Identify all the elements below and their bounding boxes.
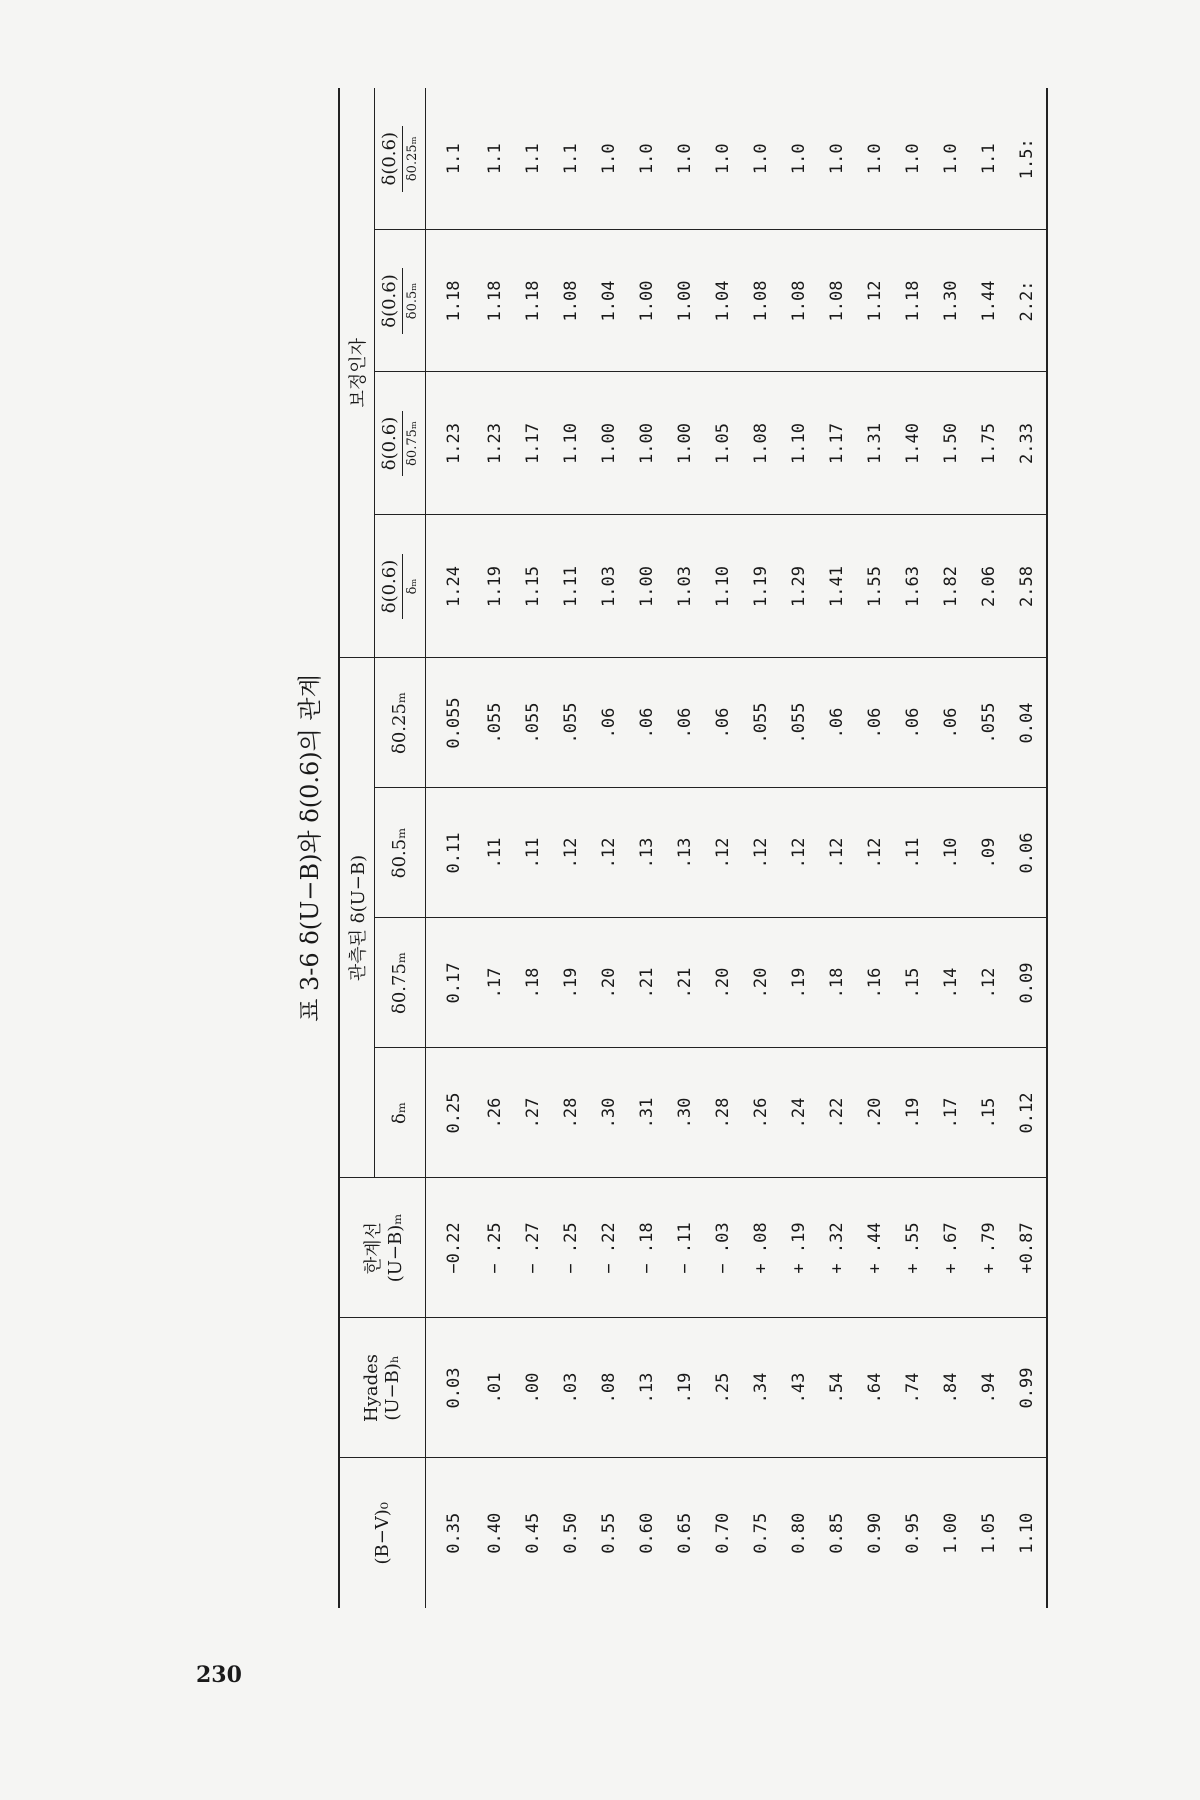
table-cell: + .67 (932, 1178, 970, 1318)
table-cell: .11 (894, 788, 932, 918)
table-cell: + .19 (780, 1178, 818, 1318)
table-cell: 1.75 (970, 372, 1008, 515)
header-observed-group: 관측된 δ(U−B) (339, 658, 375, 1178)
table-cell: .01 (476, 1318, 514, 1458)
table-cell: 0.35 (443, 1512, 464, 1554)
table-cell: 1.10 (552, 372, 590, 515)
header-correction-group: 보정인자 (339, 88, 375, 658)
table-cell: .34 (742, 1318, 780, 1458)
table-cell: 1.0 (704, 88, 742, 230)
table-row (425, 88, 476, 1608)
table-cell: 1.04 (590, 230, 628, 372)
table-cell: .13 (666, 788, 704, 918)
table-cell: 1.19 (742, 515, 780, 658)
rotated-table-container (290, 88, 1037, 1608)
table-cell: 1.24 (425, 515, 476, 658)
table-cell: − .25 (552, 1178, 590, 1318)
header-limit-name: 한계선 (362, 1221, 384, 1275)
table-cell: 1.63 (894, 515, 932, 658)
header-obs-col-3: δ0.5ₘ (375, 788, 426, 918)
table-cell: .21 (628, 918, 666, 1048)
table-cell: 0.04 (1008, 658, 1047, 788)
header-limit-sub: (U−B)ₘ (384, 1213, 406, 1283)
table-cell: .06 (590, 658, 628, 788)
table-cell: .03 (552, 1318, 590, 1458)
table-cell: 0.45 (522, 1512, 543, 1554)
header-limit (339, 1178, 425, 1318)
table-cell: −0.22 (425, 1178, 476, 1318)
table-cell: .06 (932, 658, 970, 788)
header-corr-col-2 (375, 372, 426, 515)
table-cell: + .44 (856, 1178, 894, 1318)
table-row (552, 88, 590, 1608)
table-cell: 0.95 (902, 1512, 923, 1554)
table-cell: .15 (894, 918, 932, 1048)
table-cell: .27 (514, 1048, 552, 1178)
table-cell: .19 (552, 918, 590, 1048)
table-cell: .84 (932, 1318, 970, 1458)
table-cell: .11 (476, 788, 514, 918)
header-corr-denominator: δₘ (404, 578, 420, 595)
table-cell: .11 (514, 788, 552, 918)
table-cell: 1.08 (742, 372, 780, 515)
table-cell: − .03 (704, 1178, 742, 1318)
table-cell: + .55 (894, 1178, 932, 1318)
data-table (338, 88, 1048, 1608)
table-cell: 1.11 (552, 515, 590, 658)
table-cell: .20 (704, 918, 742, 1048)
table-cell: − .18 (628, 1178, 666, 1318)
table-cell: 0.90 (864, 1512, 885, 1554)
table-cell: +0.87 (1008, 1178, 1047, 1318)
table-cell: 1.23 (476, 372, 514, 515)
table-cell: − .27 (514, 1178, 552, 1318)
table-cell: .055 (552, 658, 590, 788)
table-row (932, 88, 970, 1608)
header-corr-col-1 (375, 515, 426, 658)
table-row (476, 88, 514, 1608)
header-corr-numerator: δ(0.6) (379, 411, 403, 477)
table-cell: .13 (628, 788, 666, 918)
table-cell: 1.03 (666, 515, 704, 658)
table-cell: 1.29 (780, 515, 818, 658)
table-cell: 1.08 (780, 230, 818, 372)
table-cell: .12 (818, 788, 856, 918)
table-cell: .06 (818, 658, 856, 788)
table-cell: .30 (590, 1048, 628, 1178)
header-hyades (339, 1318, 425, 1458)
table-cell: .12 (704, 788, 742, 918)
table-cell: .28 (552, 1048, 590, 1178)
table-cell: 0.06 (1008, 788, 1047, 918)
table-cell: 1.12 (856, 230, 894, 372)
table-cell: 1.19 (476, 515, 514, 658)
table-cell: 1.18 (514, 230, 552, 372)
table-cell: .20 (742, 918, 780, 1048)
table-cell: .28 (704, 1048, 742, 1178)
table-cell: 1.0 (742, 88, 780, 230)
table-cell: 1.0 (818, 88, 856, 230)
table-cell: .12 (552, 788, 590, 918)
table-cell: .30 (666, 1048, 704, 1178)
table-cell: 1.17 (818, 372, 856, 515)
table-row (1008, 88, 1047, 1608)
table-cell: 1.00 (628, 372, 666, 515)
table-cell: 0.60 (636, 1512, 657, 1554)
table-cell: .20 (856, 1048, 894, 1178)
table-cell: 0.65 (674, 1512, 695, 1554)
table-cell: 0.09 (1008, 918, 1047, 1048)
table-cell: 1.1 (476, 88, 514, 230)
table-cell: 1.15 (514, 515, 552, 658)
table-cell: .12 (856, 788, 894, 918)
header-obs-col-4: δ0.25ₘ (375, 658, 426, 788)
table-cell: + .79 (970, 1178, 1008, 1318)
header-corr-denominator: δ0.25ₘ (404, 136, 420, 182)
table-cell: .31 (628, 1048, 666, 1178)
table-cell: 1.18 (476, 230, 514, 372)
table-cell: .08 (590, 1318, 628, 1458)
table-cell: .055 (514, 658, 552, 788)
table-cell: .10 (932, 788, 970, 918)
table-cell: 1.1 (425, 88, 476, 230)
table-cell: 1.18 (425, 230, 476, 372)
page-number: 230 (196, 1662, 242, 1688)
table-cell: 1.40 (894, 372, 932, 515)
header-corr-numerator: δ(0.6) (379, 554, 403, 620)
table-cell: 1.0 (628, 88, 666, 230)
table-cell: .21 (666, 918, 704, 1048)
table-cell: 1.08 (742, 230, 780, 372)
table-cell: 2.06 (970, 515, 1008, 658)
table-caption: 표 3-6 δ(U−B)와 δ(0.6)의 관계 (296, 674, 324, 1022)
table-row (704, 88, 742, 1608)
table-cell: .06 (856, 658, 894, 788)
table-cell: .06 (666, 658, 704, 788)
table-cell: .00 (514, 1318, 552, 1458)
table-cell: 1.0 (780, 88, 818, 230)
table-cell: .12 (780, 788, 818, 918)
header-obs-col-1: δₘ (375, 1048, 426, 1178)
table-cell: .055 (476, 658, 514, 788)
table-cell: 1.03 (590, 515, 628, 658)
header-corr-denominator: δ0.75ₘ (404, 421, 420, 466)
table-cell: .25 (704, 1318, 742, 1458)
table-cell: .12 (742, 788, 780, 918)
table-cell: .16 (856, 918, 894, 1048)
table-cell: .06 (704, 658, 742, 788)
table-cell: 2.58 (1008, 515, 1047, 658)
header-bv: (B−V)₀ (339, 1458, 425, 1608)
table-cell: .17 (476, 918, 514, 1048)
table-row (818, 88, 856, 1608)
header-corr-numerator: δ(0.6) (379, 126, 403, 192)
table-cell: 1.00 (666, 372, 704, 515)
table-cell: 1.30 (932, 230, 970, 372)
table-cell: 1.18 (894, 230, 932, 372)
header-obs-col-2: δ0.75ₘ (375, 918, 426, 1048)
table-cell: .12 (590, 788, 628, 918)
table-cell: 1.82 (932, 515, 970, 658)
table-cell: .12 (970, 918, 1008, 1048)
table-cell: 0.03 (425, 1318, 476, 1458)
table-cell: 1.41 (818, 515, 856, 658)
table-cell: 1.0 (856, 88, 894, 230)
table-cell: .26 (742, 1048, 780, 1178)
table-cell: 1.44 (970, 230, 1008, 372)
table-cell: 1.04 (704, 230, 742, 372)
table-cell: 1.05 (704, 372, 742, 515)
table-cell: .09 (970, 788, 1008, 918)
table-cell: 1.05 (978, 1512, 999, 1554)
table-cell: 0.17 (425, 918, 476, 1048)
table-cell: 1.00 (628, 230, 666, 372)
table-cell: 0.99 (1008, 1318, 1047, 1458)
table-cell: .06 (628, 658, 666, 788)
table-cell: 0.85 (826, 1512, 847, 1554)
table-cell: .055 (742, 658, 780, 788)
table-cell: .94 (970, 1318, 1008, 1458)
table-cell: .74 (894, 1318, 932, 1458)
table-cell: .18 (514, 918, 552, 1048)
table-cell: 1.55 (856, 515, 894, 658)
table-cell: 0.25 (425, 1048, 476, 1178)
table-cell: 1.10 (780, 372, 818, 515)
table-cell: .19 (780, 918, 818, 1048)
table-cell: .19 (666, 1318, 704, 1458)
table-cell: + .08 (742, 1178, 780, 1318)
table-cell: .24 (780, 1048, 818, 1178)
table-cell: 0.11 (425, 788, 476, 918)
table-cell: 1.0 (894, 88, 932, 230)
table-cell: 1.5: (1008, 88, 1047, 230)
table-cell: 0.12 (1008, 1048, 1047, 1178)
table-row (628, 88, 666, 1608)
table-cell: 1.1 (552, 88, 590, 230)
table-cell: 1.00 (940, 1512, 961, 1554)
table-cell: 0.055 (425, 658, 476, 788)
table-cell: 1.17 (514, 372, 552, 515)
table-cell: 0.75 (750, 1512, 771, 1554)
table-cell: 0.40 (484, 1512, 505, 1554)
table-cell: .15 (970, 1048, 1008, 1178)
table-cell: .64 (856, 1318, 894, 1458)
table-row (590, 88, 628, 1608)
table-cell: 1.00 (590, 372, 628, 515)
table-cell: .06 (894, 658, 932, 788)
table-row (666, 88, 704, 1608)
table-cell: .055 (970, 658, 1008, 788)
table-cell: 1.0 (932, 88, 970, 230)
table-cell: 1.10 (704, 515, 742, 658)
table-cell: 1.10 (1008, 1458, 1047, 1608)
table-cell: 0.55 (598, 1512, 619, 1554)
table-cell: .14 (932, 918, 970, 1048)
table-cell: .055 (780, 658, 818, 788)
table-cell: .13 (628, 1318, 666, 1458)
table-row (894, 88, 932, 1608)
table-cell: .22 (818, 1048, 856, 1178)
table-cell: 0.80 (788, 1512, 809, 1554)
header-corr-col-4 (375, 88, 426, 230)
table-cell: .43 (780, 1318, 818, 1458)
table-cell: .54 (818, 1318, 856, 1458)
table-cell: 1.1 (514, 88, 552, 230)
table-cell: .19 (894, 1048, 932, 1178)
table-row (742, 88, 780, 1608)
table-row (514, 88, 552, 1608)
table-body (425, 88, 1047, 1608)
table-cell: 1.08 (552, 230, 590, 372)
header-corr-numerator: δ(0.6) (379, 268, 403, 334)
table-cell: 0.50 (560, 1512, 581, 1554)
table-cell: .17 (932, 1048, 970, 1178)
table-cell: 1.1 (970, 88, 1008, 230)
table-cell: 0.70 (712, 1512, 733, 1554)
header-hyades-sub: (U−B)ₕ (382, 1355, 404, 1421)
table-row (856, 88, 894, 1608)
table-row (970, 88, 1008, 1608)
table-cell: .18 (818, 918, 856, 1048)
table-cell: 1.0 (666, 88, 704, 230)
table-cell: + .32 (818, 1178, 856, 1318)
table-row (780, 88, 818, 1608)
table-cell: − .25 (476, 1178, 514, 1318)
table-cell: 1.00 (666, 230, 704, 372)
table-cell: 2.33 (1008, 372, 1047, 515)
table-cell: .26 (476, 1048, 514, 1178)
table-cell: 1.50 (932, 372, 970, 515)
table-cell: − .11 (666, 1178, 704, 1318)
table-cell: 1.00 (628, 515, 666, 658)
header-corr-denominator: δ0.5ₘ (404, 282, 420, 320)
table-cell: 1.08 (818, 230, 856, 372)
table-cell: .20 (590, 918, 628, 1048)
table-cell: 1.0 (590, 88, 628, 230)
header-hyades-name: Hyades (361, 1354, 383, 1423)
header-corr-col-3 (375, 230, 426, 372)
table-cell: 2.2: (1008, 230, 1047, 372)
table-cell: − .22 (590, 1178, 628, 1318)
table-cell: 1.23 (425, 372, 476, 515)
table-cell: 1.31 (856, 372, 894, 515)
